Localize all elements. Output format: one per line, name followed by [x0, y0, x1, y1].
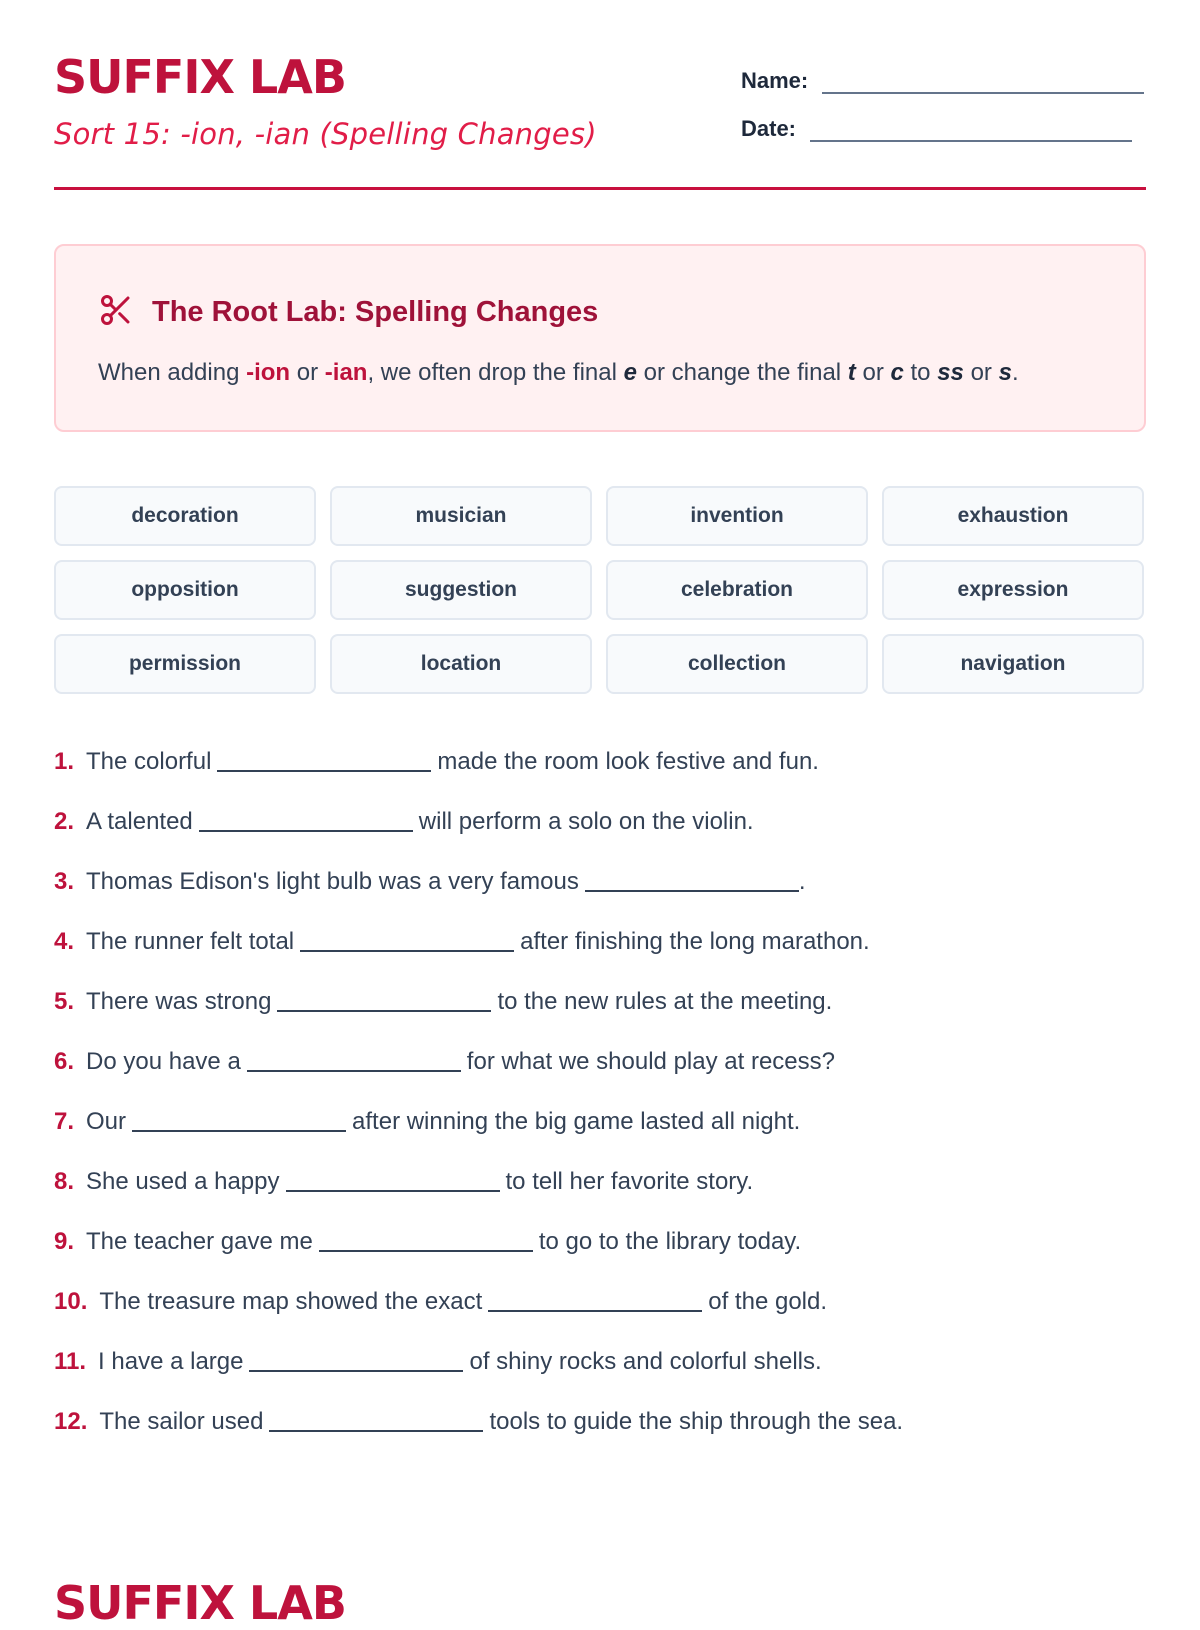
word-card[interactable]: musician [330, 486, 592, 546]
sentence-after: to tell her favorite story. [505, 1168, 754, 1195]
sentence-number: 10. [54, 1288, 88, 1315]
answer-blank[interactable] [488, 1288, 702, 1312]
next-page-title: SUFFIX LAB [54, 1576, 346, 1630]
answer-blank[interactable] [269, 1408, 483, 1432]
info-text-part: When adding [98, 359, 247, 386]
info-text-part: to [903, 359, 938, 386]
sentence-before: There was strong [86, 988, 272, 1015]
sentence-item [54, 1108, 1146, 1168]
sentence-after: after finishing the long marathon. [520, 928, 870, 955]
word-bank [54, 486, 1146, 694]
sentence-before: Do you have a [86, 1048, 241, 1075]
word-card[interactable]: invention [606, 486, 868, 546]
answer-blank[interactable] [277, 988, 491, 1012]
date-field [741, 116, 1132, 142]
sentence-number: 1. [54, 748, 75, 775]
word-card[interactable]: collection [606, 634, 868, 694]
info-box-text [98, 359, 1019, 387]
sentence-number: 4. [54, 928, 75, 955]
sentence-after: made the room look festive and fun. [437, 748, 819, 775]
answer-blank[interactable] [286, 1168, 500, 1192]
sentence-item [54, 1288, 1146, 1348]
sentence-number: 11. [54, 1348, 87, 1375]
sentence-number: 3. [54, 868, 75, 895]
word-card[interactable]: decoration [54, 486, 316, 546]
sentence-number: 2. [54, 808, 75, 835]
suffix-ian: -ian [324, 359, 368, 386]
sentence-before: The sailor used [99, 1408, 264, 1435]
word-card[interactable]: opposition [54, 560, 316, 620]
info-text-part: or change the final [636, 359, 848, 386]
answer-blank[interactable] [199, 808, 413, 832]
scissors-icon [98, 292, 134, 333]
word-card[interactable]: location [330, 634, 592, 694]
sentence-before: A talented [86, 808, 193, 835]
sentence-after: tools to guide the ship through the sea. [489, 1408, 904, 1435]
answer-blank[interactable] [132, 1108, 346, 1132]
sentence-after: will perform a solo on the violin. [418, 808, 754, 835]
letter-s: s [998, 359, 1012, 386]
info-text-part: . [1011, 359, 1019, 386]
word-card[interactable]: suggestion [330, 560, 592, 620]
info-box-title: The Root Lab: Spelling Changes [152, 296, 599, 328]
word-card[interactable]: expression [882, 560, 1144, 620]
sentence-before: Thomas Edison's light bulb was a very famous [86, 868, 579, 895]
sentence-number: 12. [54, 1408, 88, 1435]
sentence-item [54, 988, 1146, 1048]
sentence-number: 9. [54, 1228, 75, 1255]
sentence-item [54, 868, 1146, 928]
sentence-after: to go to the library today. [538, 1228, 802, 1255]
sentence-number: 7. [54, 1108, 75, 1135]
sentence-after: of the gold. [708, 1288, 828, 1315]
sentence-before: The treasure map showed the exact [99, 1288, 483, 1315]
sentence-item [54, 808, 1146, 868]
sentence-number: 5. [54, 988, 75, 1015]
sentence-number: 6. [54, 1048, 75, 1075]
answer-blank[interactable] [217, 748, 431, 772]
sentence-number: 8. [54, 1168, 75, 1195]
root-lab-info-box [54, 244, 1146, 432]
sentence-after: of shiny rocks and colorful shells. [469, 1348, 822, 1375]
sentence-item [54, 1348, 1146, 1408]
letter-c: c [890, 359, 904, 386]
worksheet-header [54, 50, 1146, 190]
info-text-part: or [855, 359, 891, 386]
word-card[interactable]: celebration [606, 560, 868, 620]
name-label: Name: [741, 68, 809, 93]
answer-blank[interactable] [247, 1048, 461, 1072]
sentence-before: The runner felt total [86, 928, 295, 955]
letters-ss: ss [937, 359, 964, 386]
info-text-part: or [290, 359, 325, 386]
date-input-line[interactable] [810, 120, 1132, 142]
page-subtitle: Sort 15: -ion, -ian (Spelling Changes) [54, 117, 597, 151]
sentence-item [54, 1048, 1146, 1108]
name-field [741, 68, 1144, 94]
sentence-item [54, 928, 1146, 988]
info-text-part: or [963, 359, 999, 386]
sentence-before: The teacher gave me [86, 1228, 313, 1255]
sentence-item [54, 1228, 1146, 1288]
info-box-header [98, 292, 598, 333]
answer-blank[interactable] [585, 868, 799, 892]
sentence-item [54, 1168, 1146, 1228]
sentence-before: She used a happy [86, 1168, 280, 1195]
sentence-item [54, 1408, 1146, 1468]
info-text-part: , we often drop the final [367, 359, 624, 386]
date-label: Date: [741, 116, 797, 141]
suffix-ion: -ion [246, 359, 291, 386]
sentence-item [54, 748, 1146, 808]
answer-blank[interactable] [300, 928, 514, 952]
letter-t: t [847, 359, 856, 386]
sentence-list [54, 748, 1146, 1468]
name-input-line[interactable] [822, 72, 1144, 94]
sentence-before: The colorful [86, 748, 212, 775]
answer-blank[interactable] [319, 1228, 533, 1252]
sentence-before: Our [86, 1108, 127, 1135]
word-card[interactable]: permission [54, 634, 316, 694]
letter-e: e [623, 359, 637, 386]
sentence-before: I have a large [98, 1348, 244, 1375]
sentence-after: for what we should play at recess? [466, 1048, 835, 1075]
sentence-after: . [798, 868, 806, 895]
word-card[interactable]: navigation [882, 634, 1144, 694]
answer-blank[interactable] [249, 1348, 463, 1372]
sentence-after: to the new rules at the meeting. [497, 988, 833, 1015]
word-card[interactable]: exhaustion [882, 486, 1144, 546]
page-title: SUFFIX LAB [54, 50, 346, 104]
sentence-after: after winning the big game lasted all night. [352, 1108, 801, 1135]
